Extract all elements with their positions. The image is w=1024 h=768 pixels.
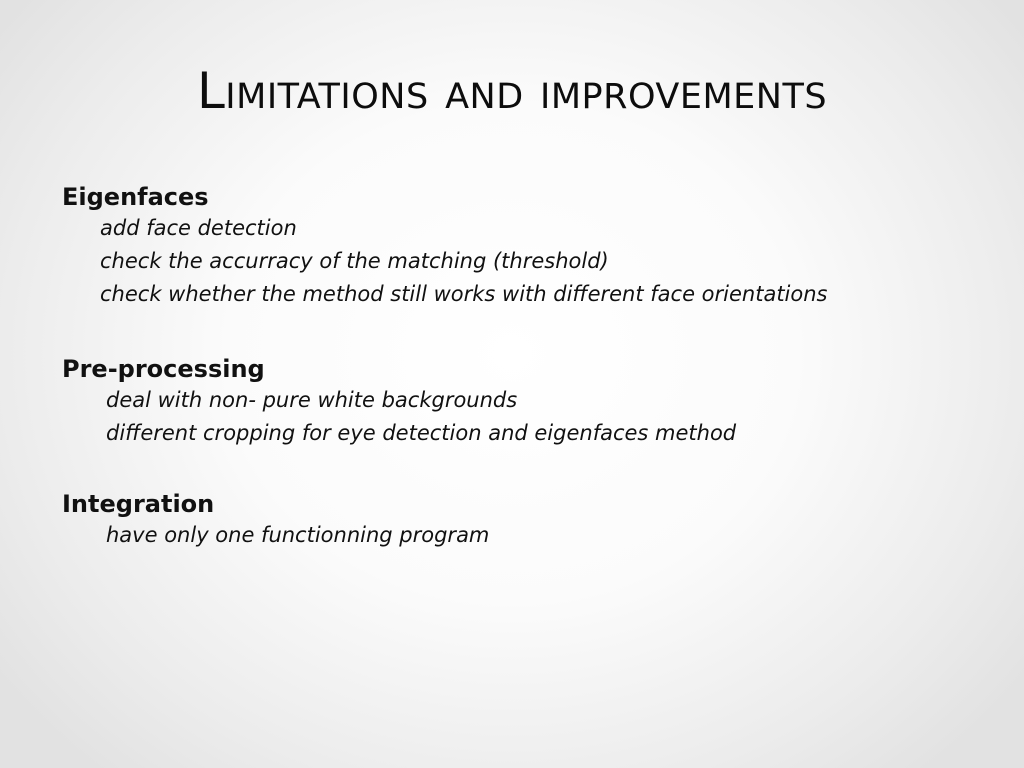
list-item: check whether the method still works with different face orientations — [100, 282, 828, 306]
section-integration — [62, 489, 489, 552]
section-pre-processing — [62, 354, 736, 450]
section-heading: Eigenfaces — [62, 183, 209, 211]
list-item: add face detection — [100, 216, 297, 240]
slide-title: Limitations and improvements — [196, 62, 828, 120]
list-item: have only one functionning program — [106, 523, 490, 547]
list-item: deal with non- pure white backgrounds — [106, 388, 518, 412]
section-heading: Pre-processing — [62, 355, 265, 383]
section-eigenfaces — [62, 182, 828, 311]
list-item: check the accurracy of the matching (threshold) — [100, 249, 609, 273]
list-item: different cropping for eye detection and eigenfaces method — [106, 421, 737, 445]
section-heading: Integration — [62, 490, 215, 518]
